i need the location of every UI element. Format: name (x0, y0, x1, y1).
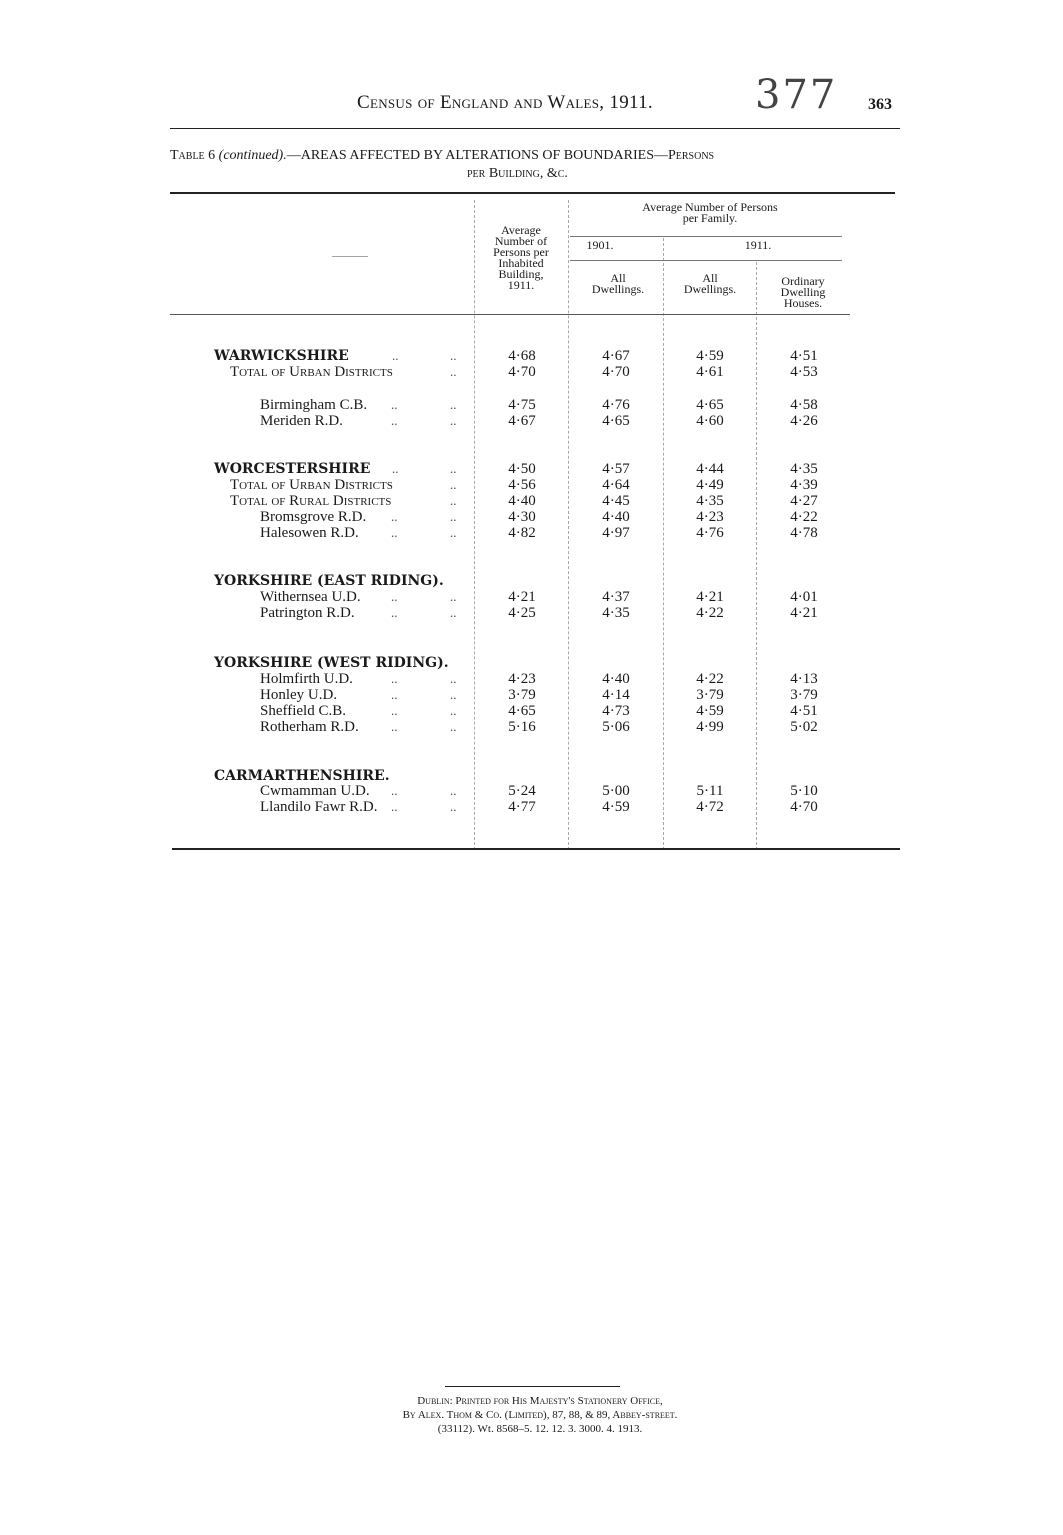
column-divider (663, 238, 664, 850)
row-label: Llandilo Fawr R.D. (260, 799, 378, 815)
row-value-4: 4·26 (790, 413, 818, 429)
row-value-4: 4·21 (790, 605, 818, 621)
row-value-2: 4·40 (602, 509, 630, 525)
header-avg-building (476, 225, 566, 291)
row-value-2: 4·67 (602, 348, 630, 364)
row-label: Halesowen R.D. (260, 525, 359, 541)
row-dots: .. (450, 509, 457, 524)
row-value-3: 4·35 (696, 493, 724, 509)
row-value-2: 4·37 (602, 589, 630, 605)
header-line: Dwelling (780, 285, 826, 299)
row-value-2: 4·65 (602, 413, 630, 429)
row-value-1: 4·65 (508, 703, 536, 719)
row-value-4: 4·70 (790, 799, 818, 815)
table-title-prefix: Table (170, 148, 205, 163)
table-row (0, 461, 1063, 478)
row-dots: .. (450, 477, 457, 492)
handwritten-page-number: 377 (755, 72, 838, 118)
header-line: Inhabited (498, 256, 544, 270)
row-value-2: 4·97 (602, 525, 630, 541)
row-label: WARWICKSHIRE (214, 348, 349, 364)
table-row (0, 719, 1063, 736)
table-row (0, 364, 1063, 381)
row-leader-dots: .. (391, 605, 398, 620)
row-label: Sheffield C.B. (260, 703, 346, 719)
row-value-1: 4·30 (508, 509, 536, 525)
table-row (0, 703, 1063, 720)
row-label: Honley U.D. (260, 687, 338, 703)
row-label: CARMARTHENSHIRE. (214, 768, 390, 784)
row-dots: .. (450, 719, 457, 734)
header-line: Dwellings. (683, 282, 737, 296)
header-line: All (610, 271, 626, 285)
row-value-3: 4·59 (696, 348, 724, 364)
row-value-1: 4·75 (508, 397, 536, 413)
row-value-2: 4·14 (602, 687, 630, 703)
header-year-1901: 1901. (586, 238, 614, 252)
header-group-rule (570, 236, 842, 237)
header-1911-dwellings (666, 273, 754, 295)
row-value-2: 4·76 (602, 397, 630, 413)
row-dots: .. (450, 703, 457, 718)
header-1901-dwellings (572, 273, 664, 295)
row-dots: .. (450, 397, 457, 412)
row-value-1: 4·25 (508, 605, 536, 621)
table-title-continued: (continued). (218, 148, 287, 163)
row-dots: .. (450, 687, 457, 702)
printer-imprint (360, 1394, 720, 1436)
row-leader-dots: .. (391, 413, 398, 428)
page-number: 363 (868, 96, 892, 113)
row-value-1: 4·56 (508, 477, 536, 493)
row-value-3: 4·21 (696, 589, 724, 605)
row-value-1: 4·82 (508, 525, 536, 541)
header-line: per Family. (682, 211, 738, 225)
table-row (0, 348, 1063, 365)
row-label: Holmfirth U.D. (260, 671, 353, 687)
row-dots: .. (450, 525, 457, 540)
row-value-3: 4·49 (696, 477, 724, 493)
header-line: Number of (494, 234, 548, 248)
row-value-2: 4·57 (602, 461, 630, 477)
row-label: Rotherham R.D. (260, 719, 359, 735)
row-value-3: 5·11 (696, 783, 724, 799)
row-label: Cwmamman U.D. (260, 783, 370, 799)
row-value-2: 4·35 (602, 605, 630, 621)
row-label: WORCESTERSHIRE (214, 461, 371, 477)
row-value-3: 4·72 (696, 799, 724, 815)
row-label: Bromsgrove R.D. (260, 509, 367, 525)
row-leader-dots: .. (391, 589, 398, 604)
row-dots: .. (450, 348, 457, 363)
row-label: YORKSHIRE (EAST RIDING). (214, 573, 444, 589)
table-title-main: —AREAS AFFECTED BY ALTERATIONS OF BOUNDARIES—Persons (286, 148, 715, 163)
row-value-3: 3·79 (696, 687, 724, 703)
stub-blank-label: ——— (332, 248, 368, 262)
row-value-1: 4·68 (508, 348, 536, 364)
row-value-1: 4·21 (508, 589, 536, 605)
row-leader-dots: .. (391, 509, 398, 524)
row-value-1: 4·40 (508, 493, 536, 509)
table-row (0, 671, 1063, 688)
header-year-rule (570, 260, 842, 261)
table-title (170, 148, 900, 164)
header-line: Dwellings. (591, 282, 645, 296)
row-value-2: 4·40 (602, 671, 630, 687)
header-line: Average Number of Persons (642, 200, 778, 214)
row-leader-dots: .. (391, 799, 398, 814)
row-value-3: 4·60 (696, 413, 724, 429)
row-label: Birmingham C.B. (260, 397, 368, 413)
row-value-1: 5·16 (508, 719, 536, 735)
row-leader-dots: .. (392, 461, 399, 476)
row-leader-dots: .. (391, 783, 398, 798)
imprint-line: By Alex. Thom & Co. (Limited), 87, 88, & 89, Abbey-street. (402, 1409, 678, 1421)
row-value-1: 4·67 (508, 413, 536, 429)
running-title: Census of England and Wales, 1911. (357, 92, 653, 113)
row-value-4: 4·51 (790, 348, 818, 364)
table-row (0, 589, 1063, 606)
table-bottom-rule (172, 848, 900, 850)
row-value-4: 4·22 (790, 509, 818, 525)
row-leader-dots: .. (391, 525, 398, 540)
row-value-4: 4·58 (790, 397, 818, 413)
row-dots: .. (450, 413, 457, 428)
row-value-1: 3·79 (508, 687, 536, 703)
row-label: Total of Urban Districts (230, 477, 393, 493)
table-row (0, 573, 1063, 590)
row-leader-dots: .. (391, 397, 398, 412)
header-group-family (600, 202, 820, 224)
row-leader-dots: .. (391, 719, 398, 734)
header-line: Building, (498, 267, 544, 281)
row-value-1: 4·50 (508, 461, 536, 477)
row-value-2: 4·70 (602, 364, 630, 380)
table-row (0, 493, 1063, 510)
row-value-3: 4·44 (696, 461, 724, 477)
row-dots: .. (450, 461, 457, 476)
row-value-3: 4·61 (696, 364, 724, 380)
row-value-4: 5·10 (790, 783, 818, 799)
row-value-4: 4·01 (790, 589, 818, 605)
row-dots: .. (450, 589, 457, 604)
row-value-4: 4·35 (790, 461, 818, 477)
row-label: Total of Rural Districts (230, 493, 392, 509)
row-value-3: 4·22 (696, 605, 724, 621)
row-leader-dots: .. (391, 687, 398, 702)
header-bottom-rule (170, 314, 850, 315)
row-value-2: 4·64 (602, 477, 630, 493)
row-value-3: 4·99 (696, 719, 724, 735)
table-top-rule (170, 192, 895, 194)
row-label: Patrington R.D. (260, 605, 355, 621)
header-rule (170, 128, 900, 129)
row-value-4: 4·78 (790, 525, 818, 541)
row-dots: .. (450, 671, 457, 686)
row-value-2: 4·73 (602, 703, 630, 719)
row-value-4: 4·53 (790, 364, 818, 380)
row-label: Meriden R.D. (260, 413, 343, 429)
table-row (0, 655, 1063, 672)
row-value-4: 4·39 (790, 477, 818, 493)
row-value-2: 4·59 (602, 799, 630, 815)
row-value-4: 3·79 (790, 687, 818, 703)
row-value-2: 4·45 (602, 493, 630, 509)
row-leader-dots: .. (392, 348, 399, 363)
row-value-4: 5·02 (790, 719, 818, 735)
header-line: Ordinary (781, 274, 825, 288)
row-value-2: 5·06 (602, 719, 630, 735)
imprint-line: Dublin: Printed for His Majesty's Stationery Office, (417, 1395, 663, 1407)
table-row (0, 397, 1063, 414)
imprint-line: (33112). Wt. 8568–5. 12. 12. 3. 3000. 4. 1913. (437, 1423, 643, 1435)
row-dots: .. (450, 783, 457, 798)
row-value-4: 4·13 (790, 671, 818, 687)
row-value-2: 5·00 (602, 783, 630, 799)
row-value-3: 4·22 (696, 671, 724, 687)
imprint-rule (445, 1386, 620, 1387)
row-value-1: 5·24 (508, 783, 536, 799)
header-line: Houses. (783, 296, 823, 310)
header-line: All (702, 271, 718, 285)
table-row (0, 799, 1063, 816)
row-value-1: 4·23 (508, 671, 536, 687)
row-dots: .. (450, 799, 457, 814)
header-1911-houses (760, 276, 846, 309)
table-subtitle: per Building, &c. (467, 166, 568, 181)
table-row (0, 605, 1063, 622)
table-row (0, 413, 1063, 430)
header-line: Average (501, 223, 541, 237)
table-row (0, 509, 1063, 526)
row-dots: .. (450, 605, 457, 620)
table-row (0, 477, 1063, 494)
header-line: Persons per (493, 245, 549, 259)
row-value-4: 4·51 (790, 703, 818, 719)
row-value-3: 4·23 (696, 509, 724, 525)
table-title-number: 6 (208, 148, 216, 163)
row-label: Total of Urban Districts (230, 364, 393, 380)
row-label: YORKSHIRE (WEST RIDING). (214, 655, 449, 671)
row-value-3: 4·59 (696, 703, 724, 719)
row-dots: .. (450, 364, 457, 379)
row-value-3: 4·65 (696, 397, 724, 413)
row-value-3: 4·76 (696, 525, 724, 541)
row-value-1: 4·70 (508, 364, 536, 380)
header-year-1911: 1911. (744, 238, 772, 252)
table-row (0, 525, 1063, 542)
table-row (0, 783, 1063, 800)
header-line: 1911. (507, 278, 535, 292)
row-value-4: 4·27 (790, 493, 818, 509)
row-label: Withernsea U.D. (260, 589, 361, 605)
row-value-1: 4·77 (508, 799, 536, 815)
row-dots: .. (450, 493, 457, 508)
row-leader-dots: .. (391, 671, 398, 686)
row-leader-dots: .. (391, 703, 398, 718)
table-row (0, 687, 1063, 704)
